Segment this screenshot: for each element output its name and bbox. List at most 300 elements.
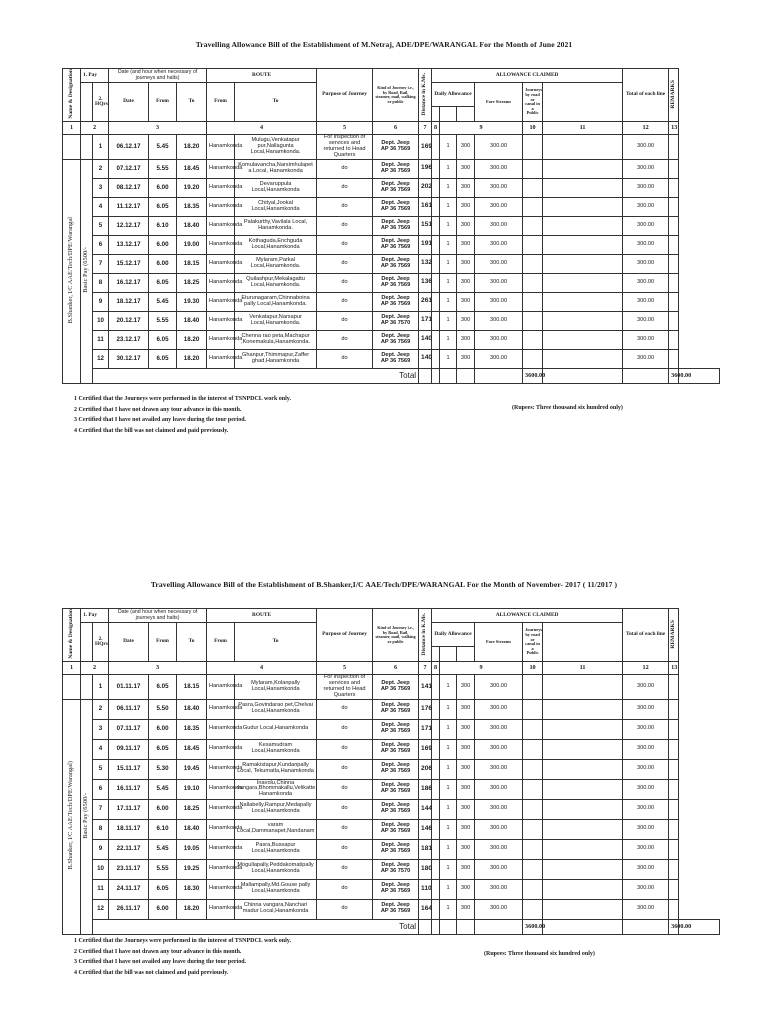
remarks-header: REMARKS (669, 609, 679, 662)
distance-km: 261 (419, 292, 432, 311)
remarks-cell (669, 779, 679, 799)
fare-cell (523, 216, 543, 235)
arrive-time: 19.20 (177, 178, 207, 197)
purpose: do (317, 799, 373, 819)
journey-row (63, 330, 720, 349)
purpose: do (317, 159, 373, 178)
route-to: Komulavancha,Narsimhulapet a Local, Hanamkonda (235, 159, 317, 178)
depart-time: 6.00 (149, 899, 177, 919)
total-each-line-header: Total of each line (623, 69, 669, 122)
arrive-time: 18.20 (177, 899, 207, 919)
arrive-time: 19.45 (177, 759, 207, 779)
daily-rate: 300 (457, 292, 475, 311)
journey-row (63, 197, 720, 216)
public-cell (543, 330, 623, 349)
name-designation-cell (63, 675, 81, 699)
route-to: Gudur Local,Hanamkonda (235, 719, 317, 739)
vehicle: Dept. Jeep AP 36 7569 (373, 819, 419, 839)
employee-name-cell: B.Shanker, I/C AAE/Tech/DPE/Warangal) (63, 699, 81, 934)
route-to: Inavolu,Chinna vangara,Bhommakallu,Velikatte Hanamkonda (235, 779, 317, 799)
pay-header: 1. Pay (81, 609, 109, 623)
public-cell (543, 135, 623, 159)
basic-pay-cell: Basic Pay (6500/- (81, 699, 93, 934)
fare-cell (523, 739, 543, 759)
journey-row (63, 719, 720, 739)
fare-header: Fare Streams (475, 623, 523, 662)
arrive-time: 19.10 (177, 779, 207, 799)
route-from: Hanamkonda (207, 273, 235, 292)
route-from: Hanamkonda (207, 135, 235, 159)
serial-no: 9 (93, 839, 109, 859)
journey-row (63, 159, 720, 178)
line-total: 300.00 (623, 839, 669, 859)
remarks-cell (669, 799, 679, 819)
journey-row (63, 254, 720, 273)
blank-cell (432, 135, 440, 159)
route-from: Hanamkonda (207, 719, 235, 739)
fare-cell (523, 292, 543, 311)
remarks-cell (669, 859, 679, 879)
distance-km: 161 (419, 197, 432, 216)
arrive-time: 18.45 (177, 159, 207, 178)
distance-km: 196 (419, 159, 432, 178)
note: 2 Certified that I have not drawn any tour advance in this month. (74, 948, 242, 955)
journey-row (63, 839, 720, 859)
route-from: Hanamkonda (207, 879, 235, 899)
daily-rate: 300 (457, 330, 475, 349)
daily-rate: 300 (457, 839, 475, 859)
serial-no: 5 (93, 216, 109, 235)
purpose: do (317, 819, 373, 839)
total-each-line-header: Total of each line (623, 609, 669, 662)
fare-cell (523, 349, 543, 368)
blank-cell (432, 899, 440, 919)
pay-cell (81, 675, 93, 699)
kms-header: Distance in K.Ms. (419, 609, 432, 662)
arrive-time: 18.30 (177, 879, 207, 899)
vehicle: Dept. Jeep AP 36 7569 (373, 739, 419, 759)
route-from: Hanamkonda (207, 839, 235, 859)
vehicle: Dept. Jeep AP 36 7569 (373, 273, 419, 292)
blank-cell (432, 292, 440, 311)
line-total: 300.00 (623, 311, 669, 330)
distance-km: 140 (419, 330, 432, 349)
route-from: Hanamkonda (207, 178, 235, 197)
blank-cell (432, 839, 440, 859)
days-count: 1 (440, 159, 457, 178)
journey-row (63, 859, 720, 879)
depart-time: 6.05 (149, 197, 177, 216)
blank-cell (432, 159, 440, 178)
route-to: Mallampally,Md.Gouse pally Local,Hanamkonda (235, 879, 317, 899)
line-total: 300.00 (623, 292, 669, 311)
arrive-time: 18.35 (177, 719, 207, 739)
days-count: 1 (440, 699, 457, 719)
route-to: Venkatapur,Narsapur Local,Hanamkonda. (235, 311, 317, 330)
depart-time: 5.30 (149, 759, 177, 779)
to-col-header: To (177, 83, 207, 122)
hqrs-header: 2. HQrs. (93, 83, 109, 122)
journey-row (63, 273, 720, 292)
daily-rate: 300 (457, 216, 475, 235)
line-total: 300.00 (623, 159, 669, 178)
days-count: 1 (440, 235, 457, 254)
daily-allowance-header: Daily Allowance (432, 623, 475, 647)
fare-cell (523, 311, 543, 330)
serial-no: 6 (93, 779, 109, 799)
purpose: do (317, 899, 373, 919)
journey-date: 23.11.17 (109, 859, 149, 879)
daily-rate: 300 (457, 254, 475, 273)
depart-time: 5.55 (149, 311, 177, 330)
route-to: Eturunagaram,Chinnaboina pally Local,Hanamkonda. (235, 292, 317, 311)
remarks-cell (669, 719, 679, 739)
fare-cell (523, 779, 543, 799)
vehicle: Dept. Jeep AP 36 7569 (373, 759, 419, 779)
remarks-header: REMARKS (669, 69, 679, 122)
arrive-time: 18.35 (177, 197, 207, 216)
public-cell (543, 899, 623, 919)
depart-time: 6.05 (149, 675, 177, 699)
line-total: 300.00 (623, 739, 669, 759)
journey-date: 30.12.17 (109, 349, 149, 368)
daily-rate: 300 (457, 819, 475, 839)
line-total: 300.00 (623, 273, 669, 292)
blank-cell (432, 197, 440, 216)
line-total: 300.00 (623, 349, 669, 368)
depart-time: 6.00 (149, 254, 177, 273)
daily-amount: 300.00 (475, 292, 523, 311)
distance-km: 180 (419, 859, 432, 879)
purpose: do (317, 839, 373, 859)
serial-no: 7 (93, 254, 109, 273)
public-cell (543, 759, 623, 779)
distance-km: 191 (419, 235, 432, 254)
route-to: Quilashpur,Mekalagattu Local,Hanamkonda. (235, 273, 317, 292)
arrive-time: 18.40 (177, 216, 207, 235)
serial-no: 9 (93, 292, 109, 311)
vehicle: Dept. Jeep AP 36 7569 (373, 899, 419, 919)
daily-amount: 300.00 (475, 197, 523, 216)
vehicle: Dept. Jeep AP 36 7569 (373, 839, 419, 859)
daily-rate: 300 (457, 159, 475, 178)
route-from: Hanamkonda (207, 254, 235, 273)
public-cell (543, 719, 623, 739)
arrive-time: 18.40 (177, 699, 207, 719)
route-from: Hanamkonda (207, 899, 235, 919)
vehicle: Dept. Jeep AP 36 7569 (373, 254, 419, 273)
distance-km: 181 (419, 839, 432, 859)
depart-time: 6.05 (149, 879, 177, 899)
vehicle: Dept. Jeep AP 36 7570 (373, 311, 419, 330)
depart-time: 5.45 (149, 292, 177, 311)
journey-row (63, 292, 720, 311)
line-total: 300.00 (623, 699, 669, 719)
daily-amount: 300.00 (475, 699, 523, 719)
daily-amount: 300.00 (475, 178, 523, 197)
journey-row (63, 819, 720, 839)
depart-time: 6.00 (149, 235, 177, 254)
route-to: Mylaram,Kolanpally Local,Hanamkonda (235, 675, 317, 699)
daily-rate: 300 (457, 699, 475, 719)
fare-cell (523, 719, 543, 739)
line-total: 300.00 (623, 899, 669, 919)
blank-cell (432, 779, 440, 799)
name-designation-cell (63, 135, 81, 159)
public-cell (543, 799, 623, 819)
remarks-cell (669, 292, 679, 311)
serial-no: 3 (93, 719, 109, 739)
purpose: do (317, 235, 373, 254)
purpose: do (317, 330, 373, 349)
blank-cell (432, 178, 440, 197)
route-from-header: From (207, 623, 235, 662)
line-total: 300.00 (623, 719, 669, 739)
arrive-time: 18.15 (177, 254, 207, 273)
employee-name-cell: B.Shanker, I/C AAE/Tech/DPE/Warangal (63, 159, 81, 383)
note: 4 Certified that the bill was not claimed and paid previously. (74, 969, 229, 976)
remarks-cell (669, 879, 679, 899)
public-cell (543, 739, 623, 759)
line-total: 300.00 (623, 779, 669, 799)
column-numbers-row: 1 2 3 4 5 6 7 8 9 10 11 12 13 (63, 122, 720, 135)
purpose: do (317, 311, 373, 330)
daily-amount: 300.00 (475, 235, 523, 254)
blank-cell (432, 330, 440, 349)
journey-row (63, 739, 720, 759)
remarks-cell (669, 178, 679, 197)
route-to: Chinna vangara,Nanchari madur Local,Hanamkonda (235, 899, 317, 919)
purpose: do (317, 759, 373, 779)
purpose-header: Purpose of Journey (317, 69, 373, 122)
purpose: do (317, 349, 373, 368)
arrive-time: 18.15 (177, 675, 207, 699)
journey-row (63, 135, 720, 159)
vehicle: Dept. Jeep AP 36 7569 (373, 292, 419, 311)
arrive-time: 18.25 (177, 273, 207, 292)
days-count: 1 (440, 216, 457, 235)
name-designation-header: Name & Designation (63, 609, 81, 662)
journey-row (63, 675, 720, 699)
distance-km: 171 (419, 311, 432, 330)
remarks-cell (669, 819, 679, 839)
fare-cell (523, 699, 543, 719)
daily-amount: 300.00 (475, 719, 523, 739)
line-total: 300.00 (623, 799, 669, 819)
distance-km: 146 (419, 819, 432, 839)
daily-rate: 300 (457, 719, 475, 739)
fare-cell (523, 178, 543, 197)
serial-no: 10 (93, 311, 109, 330)
journey-date: 13.12.17 (109, 235, 149, 254)
days-count: 1 (440, 859, 457, 879)
serial-no: 12 (93, 349, 109, 368)
route-from: Hanamkonda (207, 675, 235, 699)
public-cell (543, 235, 623, 254)
public-cell (543, 197, 623, 216)
purpose: For inspection of services and returned to Head Quarters (317, 135, 373, 159)
arrive-time: 18.25 (177, 799, 207, 819)
public-cell (543, 699, 623, 719)
route-from: Hanamkonda (207, 699, 235, 719)
total-label: Total (93, 919, 419, 934)
vehicle: Dept. Jeep AP 36 7569 (373, 178, 419, 197)
days-count: 1 (440, 675, 457, 699)
kind-header: Kind of Journey i.e., by Road, Rail, steamer, mail, walking or public (373, 609, 419, 662)
daily-amount: 300.00 (475, 779, 523, 799)
public-cell (543, 839, 623, 859)
amount-in-words: (Rupees: Three thousand six hundred only) (512, 405, 623, 411)
blank-cell (432, 216, 440, 235)
route-from: Hanamkonda (207, 759, 235, 779)
route-to: Mylaram,Parkal Local,Hanamkonda. (235, 254, 317, 273)
journey-date: 06.12.17 (109, 135, 149, 159)
total-row (63, 919, 720, 934)
vehicle: Dept. Jeep AP 36 7569 (373, 719, 419, 739)
blank-cell (432, 699, 440, 719)
grand-total: 3600.00 (669, 368, 679, 383)
journey-date: 11.12.17 (109, 197, 149, 216)
blank-cell (432, 759, 440, 779)
vehicle: Dept. Jeep AP 36 7569 (373, 235, 419, 254)
note: 1 Certified that the Journeys were performed in the interest of TSNPDCL work only. (74, 396, 291, 402)
depart-time: 5.55 (149, 859, 177, 879)
route-from: Hanamkonda (207, 197, 235, 216)
purpose: do (317, 719, 373, 739)
route-from: Hanamkonda (207, 311, 235, 330)
depart-time: 6.05 (149, 273, 177, 292)
route-to: Chenna rao peta,Machapur ,Konemakula,Hanamkonda. (235, 330, 317, 349)
remarks-cell (669, 273, 679, 292)
remarks-cell (669, 254, 679, 273)
distance-km: 110 (419, 879, 432, 899)
allowance-claimed-header: ALLOWANCE CLAIMED (432, 69, 623, 83)
arrive-time: 18.20 (177, 330, 207, 349)
journey-date: 08.12.17 (109, 178, 149, 197)
line-total: 300.00 (623, 254, 669, 273)
blank-cell (432, 799, 440, 819)
serial-no: 1 (93, 675, 109, 699)
daily-rate: 300 (457, 859, 475, 879)
vehicle: Dept. Jeep AP 36 7569 (373, 135, 419, 159)
route-to: Chityal,Jookal Local,Hanamkonda (235, 197, 317, 216)
journey-date: 18.12.17 (109, 292, 149, 311)
remarks-cell (669, 675, 679, 699)
journey-date: 09.11.17 (109, 739, 149, 759)
purpose: do (317, 292, 373, 311)
journey-date: 18.11.17 (109, 819, 149, 839)
fare-cell (523, 879, 543, 899)
route-to: Pasra,Govindarao pet,Chelvai Local,Hanamkonda (235, 699, 317, 719)
daily-allowance-header: Daily Allowance (432, 83, 475, 107)
journey-date: 15.12.17 (109, 254, 149, 273)
depart-time: 5.45 (149, 135, 177, 159)
date-hour-header: Date (and hour when necessary of journeys and halts) (109, 609, 207, 623)
journey-date: 17.11.17 (109, 799, 149, 819)
distance-km: 151 (419, 216, 432, 235)
remarks-cell (669, 311, 679, 330)
note: 2 Certified that I have not drawn any tour advance in this month. (74, 406, 242, 413)
date-col-header: Date (109, 83, 149, 122)
daily-rate: 300 (457, 197, 475, 216)
days-count: 1 (440, 135, 457, 159)
vehicle: Dept. Jeep AP 36 7569 (373, 699, 419, 719)
name-designation-header: Name & Designation (63, 69, 81, 122)
vehicle: Dept. Jeep AP 36 7569 (373, 799, 419, 819)
line-total: 300.00 (623, 197, 669, 216)
route-to: Nallabelly,Rampur,Medapally Local,Hanamkonda (235, 799, 317, 819)
days-count: 1 (440, 273, 457, 292)
public-header: Journeys by road or canal in a Public (523, 83, 543, 122)
depart-time: 6.10 (149, 819, 177, 839)
certification-notes (74, 394, 291, 436)
journey-date: 06.11.17 (109, 699, 149, 719)
route-to: Ghanpur,Thimmapur,Zaffer ghad,Hanamkonda (235, 349, 317, 368)
serial-no: 12 (93, 899, 109, 919)
route-to-header: To (235, 623, 317, 662)
remarks-cell (669, 699, 679, 719)
arrive-time: 19.05 (177, 839, 207, 859)
route-to: Mogullapally,Peddakomatipally Local,Hanamkonda (235, 859, 317, 879)
days-count: 1 (440, 349, 457, 368)
fare-cell (523, 839, 543, 859)
line-total: 300.00 (623, 330, 669, 349)
public-cell (543, 254, 623, 273)
blank-cell (432, 719, 440, 739)
serial-no: 2 (93, 699, 109, 719)
total-row (63, 368, 720, 383)
depart-time: 5.45 (149, 839, 177, 859)
remarks-cell (669, 899, 679, 919)
line-total: 300.00 (623, 859, 669, 879)
days-count: 1 (440, 719, 457, 739)
public-cell (543, 859, 623, 879)
daily-amount: 300.00 (475, 675, 523, 699)
public-cell (543, 159, 623, 178)
remarks-cell (669, 839, 679, 859)
journey-date: 15.11.17 (109, 759, 149, 779)
distance-km: 164 (419, 899, 432, 919)
arrive-time: 19.25 (177, 859, 207, 879)
blank-cell (432, 311, 440, 330)
allowance-claimed-header: ALLOWANCE CLAIMED (432, 609, 623, 623)
depart-time: 6.05 (149, 739, 177, 759)
line-total: 300.00 (623, 178, 669, 197)
daily-rate: 300 (457, 799, 475, 819)
arrive-time: 18.40 (177, 819, 207, 839)
route-from: Hanamkonda (207, 859, 235, 879)
route-from: Hanamkonda (207, 739, 235, 759)
remarks-cell (669, 197, 679, 216)
pay-cell (81, 135, 93, 159)
remarks-cell (669, 349, 679, 368)
route-from: Hanamkonda (207, 235, 235, 254)
depart-time: 6.00 (149, 719, 177, 739)
total-amount: 3600.00 (523, 368, 543, 383)
public-cell (543, 273, 623, 292)
vehicle: Dept. Jeep AP 36 7569 (373, 349, 419, 368)
pay-header: 1. Pay (81, 69, 109, 83)
days-count: 1 (440, 879, 457, 899)
daily-rate: 300 (457, 899, 475, 919)
fare-cell (523, 330, 543, 349)
ta-bill-table (62, 68, 720, 384)
vehicle: Dept. Jeep AP 36 7569 (373, 159, 419, 178)
arrive-time: 18.40 (177, 311, 207, 330)
journey-date: 07.11.17 (109, 719, 149, 739)
from-col-header: From (149, 623, 177, 662)
daily-amount: 300.00 (475, 135, 523, 159)
